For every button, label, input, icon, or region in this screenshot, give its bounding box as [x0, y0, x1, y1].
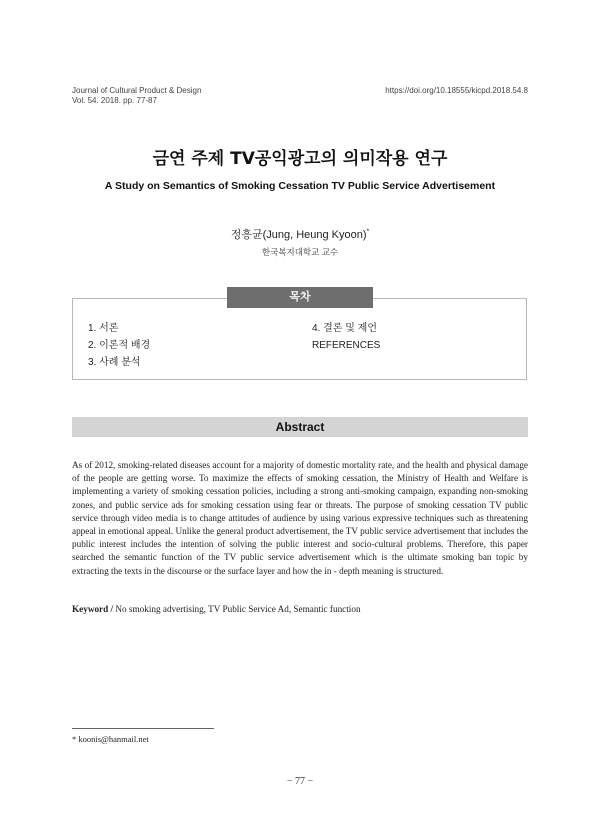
- keyword-label: Keyword /: [72, 604, 114, 614]
- author-name: 정흥균(Jung, Heung Kyoon): [230, 229, 367, 241]
- toc-item: 4. 결론 및 제언: [312, 323, 377, 334]
- paper-title-english: A Study on Semantics of Smoking Cessation TV Public Service Advertisement: [104, 180, 496, 192]
- journal-name: Journal of Cultural Product & Design: [72, 86, 202, 95]
- abstract-heading: Abstract: [72, 417, 528, 437]
- toc-item: 3. 사례 분석: [88, 357, 141, 368]
- toc-label: 목차: [227, 287, 373, 308]
- journal-header: [72, 86, 201, 106]
- footnote-divider: [72, 728, 214, 729]
- abstract-text: As of 2012, smoking-related diseases account for a majority of domestic mortality rate, and the health and physical damage of the people are getting worse. To maximize the effects of smoking cessation, the Ministry of Health and Welfare is implementing a variety of smoking cessation policies, including a strong anti-smoking campaign, expanding non-smoking zones, and public service ads for smoking cessation using fear or threats. The purpose of smoking cessation TV public service through video media is to change attitudes of audience by using various expressive techniques such as threatening appeal in emotional appeal. Unlike the general product advertisement, the TV public service advertisement that includes the public interest includes the intention of solving the public interest and socio-cultural problems. Therefore, this paper searched the semantic function of the TV public service advertisement which is the ultimate smoking ban topic by extracting the texts in the discourse or the surface layer and how the in - depth meaning is structured.: [72, 460, 528, 576]
- toc-item: REFERENCES: [312, 340, 381, 351]
- toc-item: 2. 이론적 배경: [88, 340, 151, 351]
- page-number: − 77 −: [286, 776, 314, 787]
- journal-volume: Vol. 54. 2018. pp. 77-87: [72, 96, 157, 105]
- doi-link[interactable]: https://doi.org/10.18555/kicpd.2018.54.8: [385, 86, 528, 95]
- author-footnote-mark: *: [366, 228, 370, 236]
- keyword-line: [72, 604, 528, 614]
- footnote-email: * koonis@hanmail.net: [72, 734, 149, 744]
- toc-item: 1. 서론: [88, 323, 119, 334]
- author-line: [0, 226, 600, 242]
- author-affiliation: 한국복지대학교 교수: [261, 247, 339, 257]
- paper-title-korean: 금연 주제 TV공익광고의 의미작용 연구: [152, 149, 448, 169]
- keyword-text: No smoking advertising, TV Public Service Ad, Semantic function: [115, 604, 361, 614]
